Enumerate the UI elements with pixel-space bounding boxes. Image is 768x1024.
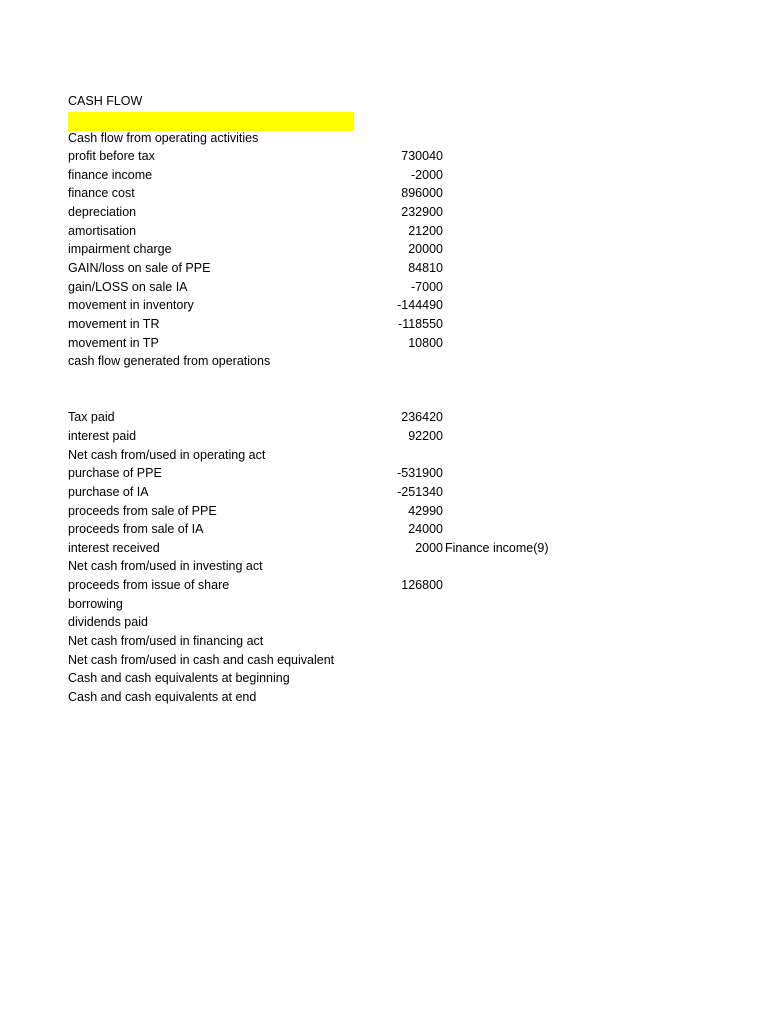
row-label: Net cash from/used in cash and cash equivalent	[68, 652, 335, 667]
statement-row	[68, 278, 688, 297]
statement-row	[68, 166, 688, 185]
row-value: 126800	[401, 578, 443, 593]
statement-row	[68, 483, 688, 502]
row-label: profit before tax	[68, 149, 155, 164]
row-label: purchase of PPE	[68, 466, 162, 481]
row-label: movement in TP	[68, 335, 159, 350]
row-label: proceeds from sale of PPE	[68, 503, 217, 518]
row-label: proceeds from sale of IA	[68, 522, 204, 537]
row-label: finance income	[68, 167, 153, 182]
row-value: -144490	[397, 298, 443, 313]
row-label: Cash and cash equivalents at end	[68, 690, 257, 704]
statement-row	[68, 651, 688, 670]
row-label: Net cash from/used in investing act	[68, 559, 263, 574]
row-label: depreciation	[68, 205, 137, 220]
row-label: cash flow generated from operations	[68, 354, 271, 369]
statement-row	[68, 576, 688, 595]
row-label: interest paid	[68, 428, 137, 443]
statement-row	[68, 315, 688, 334]
row-label: Tax paid	[68, 410, 115, 425]
statement-row	[68, 595, 688, 614]
statement-row	[68, 334, 688, 353]
row-value: 20000	[408, 242, 443, 257]
row-value: 24000	[408, 522, 443, 537]
row-label: Net cash from/used in financing act	[68, 634, 264, 649]
row-value: 21200	[408, 223, 443, 238]
statement-row	[68, 296, 688, 315]
row-value: 896000	[401, 186, 443, 201]
row-label: borrowing	[68, 596, 123, 611]
row-value: -531900	[397, 466, 443, 481]
row-value: -7000	[411, 279, 443, 294]
statement-row	[68, 539, 688, 558]
row-value: 84810	[408, 261, 443, 276]
statement-row	[68, 520, 688, 539]
statement-row	[68, 688, 688, 707]
statement-row	[68, 184, 688, 203]
statement-row	[68, 408, 688, 427]
statement-row	[68, 371, 688, 390]
row-label: purchase of IA	[68, 484, 149, 499]
statement-row	[68, 613, 688, 632]
row-label: Net cash from/used in operating act	[68, 447, 266, 462]
row-label: amortisation	[68, 223, 137, 238]
statement-row	[68, 427, 688, 446]
row-value: -118550	[398, 317, 443, 331]
row-label: proceeds from issue of share	[68, 578, 230, 593]
row-label: gain/LOSS on sale IA	[68, 279, 188, 294]
row-value: 10800	[408, 335, 443, 350]
row-value: -2000	[411, 167, 443, 182]
statement-row	[68, 203, 688, 222]
row-label: Cash and cash equivalents at beginning	[68, 671, 290, 686]
row-label: impairment charge	[68, 242, 172, 257]
statement-row	[68, 129, 688, 148]
row-note: Finance income(9)	[445, 540, 549, 555]
statement-row	[68, 352, 688, 371]
statement-row	[68, 222, 688, 241]
row-value: 730040	[401, 149, 443, 164]
statement-row	[68, 502, 688, 521]
statement-row	[68, 669, 688, 688]
sheet-title: CASH FLOW	[68, 94, 143, 108]
statement-row	[68, 632, 688, 651]
statement-row	[68, 446, 688, 465]
row-label: GAIN/loss on sale of PPE	[68, 261, 211, 276]
statement-row	[68, 557, 688, 576]
row-label: interest received	[68, 540, 160, 555]
row-label: dividends paid	[68, 615, 148, 630]
row-label: finance cost	[68, 186, 135, 201]
row-value: 2000	[415, 540, 443, 555]
statement-row	[68, 240, 688, 259]
statement-row	[68, 464, 688, 483]
row-value: 92200	[408, 428, 443, 443]
row-label: movement in inventory	[68, 298, 194, 313]
row-value: 236420	[401, 410, 443, 425]
statement-row	[68, 259, 688, 278]
statement-row	[68, 147, 688, 166]
row-value: -251340	[397, 484, 443, 499]
row-value: 42990	[408, 503, 443, 518]
row-value: 232900	[401, 205, 443, 220]
statement-row	[68, 390, 688, 409]
row-label: movement in TR	[68, 317, 160, 331]
row-label: Cash flow from operating activities	[68, 130, 259, 145]
